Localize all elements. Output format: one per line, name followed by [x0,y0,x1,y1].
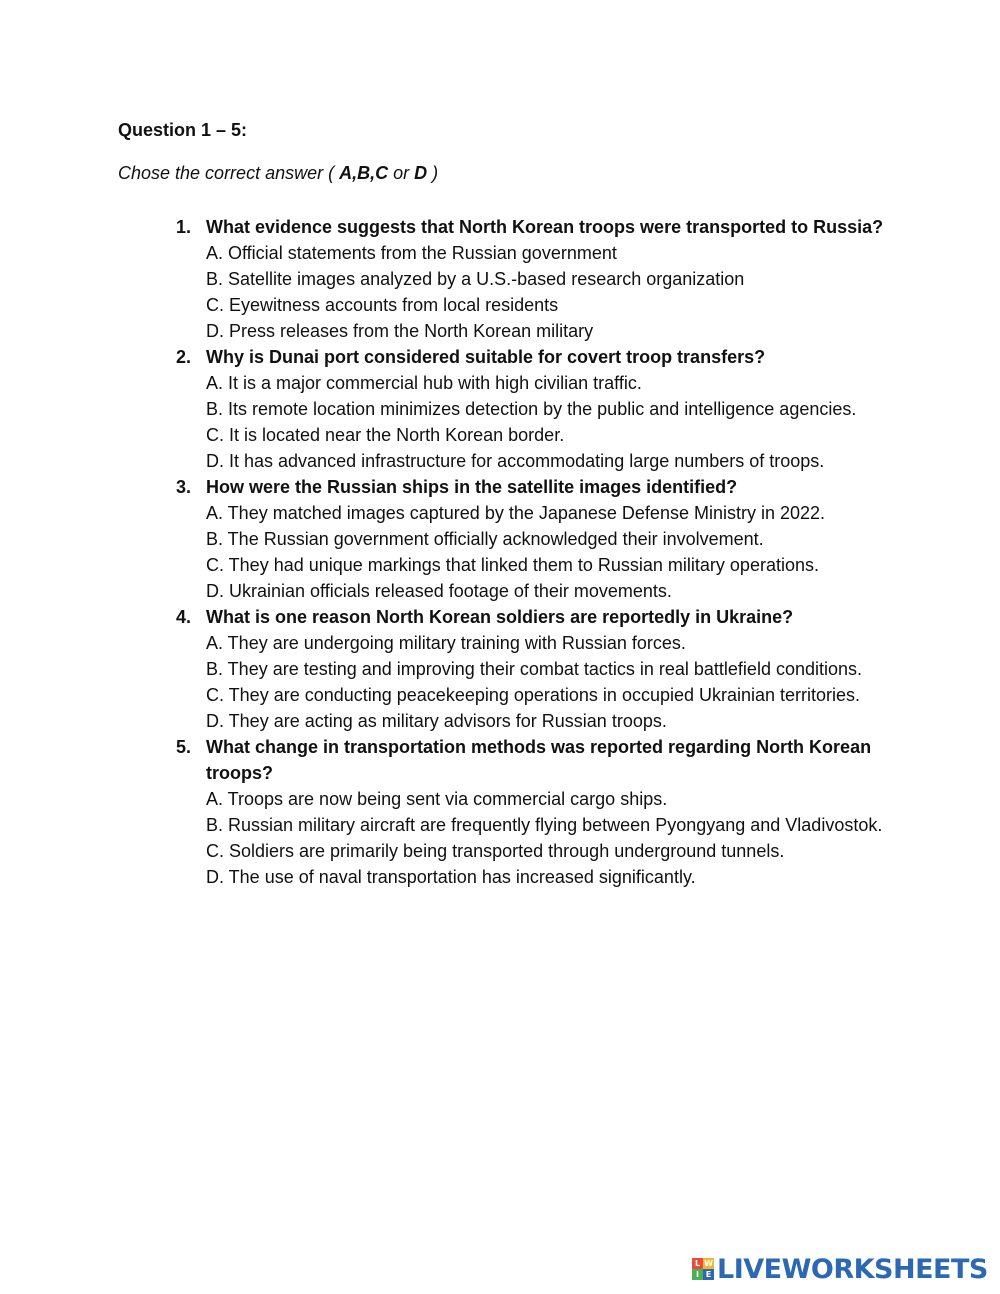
answer-option-c[interactable]: C. Eyewitness accounts from local residents [206,295,559,315]
answer-option-a[interactable]: A. Troops are now being sent via commercial cargo ships. [206,789,668,809]
logo-tile: L [692,1258,703,1269]
answer-option-b[interactable]: B. Russian military aircraft are frequently flying between Pyongyang and Vladivostok. [206,815,883,835]
question-text: What change in transportation methods was reported regarding North Korean troops? [206,737,872,783]
answer-option-d[interactable]: D. The use of naval transportation has increased significantly. [206,867,696,887]
answer-option-d[interactable]: D. Ukrainian officials released footage of their movements. [206,581,672,601]
question-number: 4. [176,607,192,627]
instruction-or: or [388,163,415,183]
answer-option-d[interactable]: D. They are acting as military advisors for Russian troops. [206,711,667,731]
answer-option-c[interactable]: C. It is located near the North Korean border. [206,425,565,445]
answer-option-d[interactable]: D. Press releases from the North Korean military [206,321,594,341]
question-number: 2. [176,347,192,367]
question-1 [176,214,896,344]
answer-option-b[interactable]: B. They are testing and improving their combat tactics in real battlefield conditions. [206,659,863,679]
answer-option-a[interactable]: A. They are undergoing military training with Russian forces. [206,633,686,653]
instruction-last-option: D [414,163,428,183]
logo-tile: E [703,1269,714,1280]
question-3 [176,474,896,604]
question-5 [176,734,896,890]
instruction-suffix: ) [427,163,439,183]
brand-wordmark: LIVEWORKSHEETS [717,1253,988,1285]
question-number: 5. [176,737,192,757]
question-4 [176,604,896,734]
question-number: 1. [176,217,192,237]
question-number: 3. [176,477,192,497]
question-text: How were the Russian ships in the satellite images identified? [206,477,738,497]
answer-option-d[interactable]: D. It has advanced infrastructure for accommodating large numbers of troops. [206,451,825,471]
answer-option-c[interactable]: C. They are conducting peacekeeping operations in occupied Ukrainian territories. [206,685,861,705]
answer-option-a[interactable]: A. It is a major commercial hub with high civilian traffic. [206,373,642,393]
liveworksheets-logo-icon [692,1258,714,1280]
answer-option-b[interactable]: B. The Russian government officially acknowledged their involvement. [206,529,764,549]
answer-option-a[interactable]: A. They matched images captured by the Japanese Defense Ministry in 2022. [206,503,826,523]
logo-tile: I [692,1269,703,1280]
answer-option-c[interactable]: C. They had unique markings that linked them to Russian military operations. [206,555,819,575]
answer-option-a[interactable]: A. Official statements from the Russian government [206,243,617,263]
question-list [176,214,896,890]
question-text: What is one reason North Korean soldiers are reportedly in Ukraine? [206,607,794,627]
answer-option-b[interactable]: B. Its remote location minimizes detection by the public and intelligence agencies. [206,399,857,419]
answer-option-b[interactable]: B. Satellite images analyzed by a U.S.-based research organization [206,269,745,289]
instruction-options: A,B,C [339,163,389,183]
section-title: Question 1 – 5: [118,120,248,140]
instruction-prefix: Chose the correct answer ( [118,163,340,183]
question-text: Why is Dunai port considered suitable for covert troop transfers? [206,347,766,367]
question-2 [176,344,896,474]
question-text: What evidence suggests that North Korean troops were transported to Russia? [206,217,884,237]
instruction-text [118,163,438,184]
answer-option-c[interactable]: C. Soldiers are primarily being transported through underground tunnels. [206,841,785,861]
logo-tile: W [704,1259,713,1268]
liveworksheets-brand [692,1253,988,1285]
